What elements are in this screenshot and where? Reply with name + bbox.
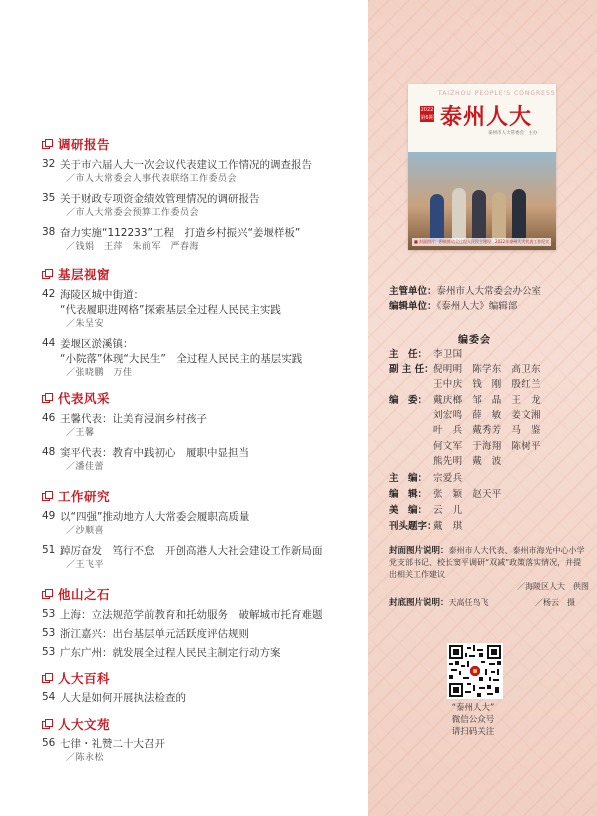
section-title: 基层视窗 [58, 267, 111, 282]
article-title: 海陵区城中街道： [60, 289, 144, 301]
toc-section-work-research [42, 488, 362, 572]
section-icon [42, 719, 52, 729]
article-title: 关于财政专项资金绩效管理情况的调研报告 [60, 193, 260, 205]
cover-title: 泰州人大 [440, 104, 533, 130]
article-title: 关于市六届人大一次会议代表建议工作情况的调查报告 [60, 159, 312, 171]
section-icon [42, 393, 52, 403]
article-author: ／潘佳蕾 [66, 462, 105, 472]
person-figure [452, 188, 466, 242]
editor-label: 编辑单位 [389, 301, 428, 312]
board-row [389, 346, 462, 360]
board-role: 副 主 任： [389, 364, 434, 375]
article-title: 广东广州：就发展全过程人民民主制定行动方案 [60, 647, 281, 659]
article-author: ／王飞平 [66, 560, 105, 570]
toc-item[interactable] [42, 646, 362, 661]
article-title: 七律・礼赞二十大召开 [60, 738, 165, 750]
article-author: ／沙顺喜 [66, 526, 105, 536]
section-title: 他山之石 [58, 587, 111, 602]
person-figure [492, 192, 506, 242]
board-row [389, 486, 502, 500]
qr-caption-line: “泰州人大” [451, 703, 495, 713]
sponsor-label: 主管单位 [389, 286, 428, 297]
cover-caption: ■ 封面图片：积极推动全过程人民民主建设 2022年泰州人大代表工作纪实 [414, 239, 550, 244]
board-names: 熊先明 戴 波 [433, 456, 502, 467]
board-names: 倪明明 陈学东 高卫东 [433, 364, 541, 375]
toc-item[interactable] [42, 412, 362, 440]
cover-photo [408, 152, 556, 250]
issue-badge: 2022 第6期 [420, 107, 434, 121]
sponsor-value: 泰州市人大常委会办公室 [436, 286, 542, 297]
toc-item[interactable] [42, 691, 362, 706]
board-names: 何文军 于海翔 陈树平 [433, 441, 541, 452]
front-caption-label: 封面图片说明： [389, 546, 449, 556]
article-title: 窦平代表：教育中践初心 履职中显担当 [60, 447, 249, 459]
cover-issuer: 泰州市人大常委会 主办 [488, 131, 538, 136]
qr-caption-line: 微信公众号 [451, 715, 495, 725]
page-number: 56 [42, 737, 56, 749]
board-names: 李卫国 [433, 349, 463, 360]
toc-item[interactable] [42, 337, 362, 380]
board-row [389, 392, 541, 406]
section-icon [42, 589, 52, 599]
article-author: ／陈永松 [66, 753, 105, 763]
board-names: 刘宏鸣 薛 敏 姜文湘 [433, 410, 541, 421]
editor-value: 《泰州人大》编辑部 [436, 301, 518, 312]
page-number: 32 [42, 158, 56, 170]
cover-subtitle: TAIZHOU PEOPLE'S CONGRESS [438, 90, 556, 97]
article-subtitle: “小院落”体现“大民生” 全过程人民民主的基层实践 [60, 353, 303, 365]
section-title: 工作研究 [58, 489, 111, 504]
qr-caption-line: 请扫码关注 [451, 727, 495, 737]
board-names: 宗爱兵 [433, 473, 463, 484]
article-title: 上海：立法规范学前教育和托幼服务 破解城市托育难题 [60, 609, 323, 621]
front-caption-credit: ／海陵区人大 供图 [517, 582, 589, 591]
back-caption-text: 天高任鸟飞 [448, 598, 489, 607]
article-title: 人大是如何开展执法检查的 [60, 692, 186, 704]
article-title: 踔厉奋发 笃行不怠 开创高港人大社会建设工作新局面 [60, 545, 323, 557]
page-number: 53 [42, 646, 56, 658]
board-row [389, 470, 462, 484]
toc-item[interactable] [42, 544, 362, 572]
page-number: 44 [42, 337, 56, 349]
page-number: 48 [42, 446, 56, 458]
toc-item[interactable] [42, 288, 362, 331]
back-caption-credit: ／杨云 摄 [535, 598, 575, 607]
board-role: 编 委： [389, 395, 428, 406]
page-number: 53 [42, 627, 56, 639]
board-row [389, 376, 541, 390]
person-figure [430, 194, 444, 242]
toc-item[interactable] [42, 627, 362, 642]
board-row [389, 453, 502, 467]
page-number: 49 [42, 510, 56, 522]
toc-item[interactable] [42, 510, 362, 538]
board-names: 戴 琪 [433, 521, 463, 532]
section-icon [42, 139, 52, 149]
section-title: 人大百科 [58, 671, 111, 686]
toc-section-research [42, 136, 362, 254]
board-row [389, 518, 462, 532]
board-title: 编委会 [458, 335, 491, 346]
article-title: 浙江嘉兴：出台基层单元活跃度评估规则 [60, 628, 249, 640]
board-names: 王中庆 钱 刚 殷红兰 [433, 379, 541, 390]
article-title: 以“四强”推动地方人大常委会履职高质量 [60, 511, 250, 523]
article-title: 奋力实施“112233”工程 打造乡村振兴“姜堰样板” [60, 227, 301, 239]
section-icon [42, 491, 52, 501]
section-icon [42, 673, 52, 683]
toc-item[interactable] [42, 226, 362, 254]
board-role: 主 任： [389, 349, 428, 360]
toc-section-grassroots [42, 266, 362, 380]
article-author: ／市人大常委会人事代表联络工作委员会 [66, 174, 238, 184]
article-author: ／张晓鹏 万佳 [66, 368, 133, 378]
board-row [389, 502, 462, 516]
toc-section-representatives [42, 390, 362, 474]
toc-item[interactable] [42, 192, 362, 220]
qr-code-icon[interactable] [447, 643, 503, 699]
board-row [389, 407, 541, 421]
front-caption-text: 泰州市人大代表、泰州市海光中心小学党支部书记、校长窦平调研“双减”政策落实情况，并提出相关工作建议 [389, 546, 585, 579]
article-title: 王馨代表：让美育浸润乡村孩子 [60, 413, 207, 425]
section-title: 调研报告 [58, 137, 111, 152]
qr-caption [440, 702, 506, 738]
board-names: 张 颖 赵天平 [433, 489, 502, 500]
page-number: 54 [42, 691, 56, 703]
front-cover-caption [389, 545, 589, 593]
board-row [389, 422, 541, 436]
article-subtitle: “代表履职进网格”探索基层全过程人民民主实践 [60, 304, 281, 316]
section-icon [42, 269, 52, 279]
page-number: 46 [42, 412, 56, 424]
page-number: 35 [42, 192, 56, 204]
person-figure [512, 189, 526, 242]
board-role: 刊头题字： [389, 521, 437, 532]
board-row [389, 361, 541, 375]
toc-section-other-places [42, 586, 362, 661]
board-role: 美 编： [389, 505, 428, 516]
article-author: ／市人大常委会预算工作委员会 [66, 208, 200, 218]
article-title: 姜堰区淤溪镇： [60, 338, 134, 350]
cover-masthead [408, 84, 556, 152]
board-names: 叶 兵 戴秀芳 马 鉴 [433, 425, 541, 436]
article-author: ／朱呈安 [66, 319, 105, 329]
section-title: 人大文苑 [58, 717, 111, 732]
section-title: 代表风采 [58, 391, 111, 406]
cover-thumbnail[interactable] [408, 84, 556, 250]
sponsor-line: 主管单位：泰州市人大常委会办公室 [389, 286, 542, 297]
toc-section-encyclopedia [42, 670, 362, 706]
page-number: 53 [42, 608, 56, 620]
back-cover-caption [389, 597, 589, 609]
page-number: 38 [42, 226, 56, 238]
article-author: ／钱娟 王萍 朱前军 严春海 [66, 242, 200, 252]
board-names: 云 儿 [433, 505, 463, 516]
board-row [389, 438, 541, 452]
toc-item[interactable] [42, 737, 362, 765]
board-role: 编 辑： [389, 489, 428, 500]
board-names: 戴庆榔 邹 晶 王 龙 [433, 395, 541, 406]
toc-section-literary [42, 716, 362, 765]
page-number: 42 [42, 288, 56, 300]
toc-item[interactable] [42, 446, 362, 474]
person-figure [472, 190, 486, 242]
article-author: ／王馨 [66, 428, 95, 438]
board-role: 主 编： [389, 473, 428, 484]
toc-item[interactable] [42, 608, 362, 623]
page-number: 51 [42, 544, 56, 556]
editor-line: 编辑单位：《泰州人大》编辑部 [389, 301, 518, 312]
back-caption-label: 封底图片说明： [389, 598, 449, 608]
toc-item[interactable] [42, 158, 362, 186]
